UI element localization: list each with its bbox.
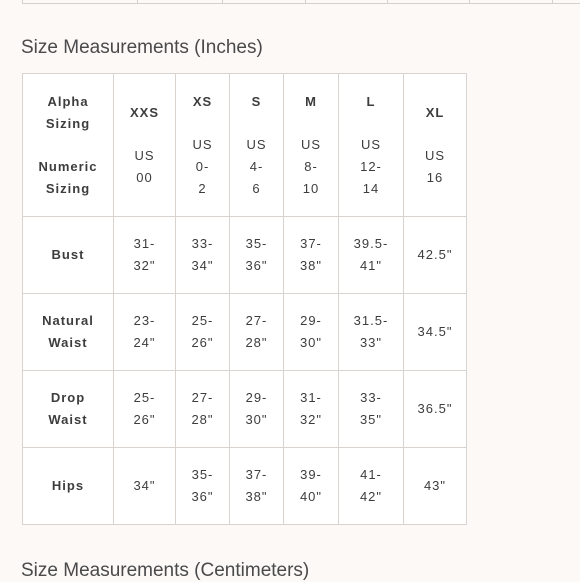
measurement-value: 23- 24" [133,313,156,350]
centimeters-section-heading: Size Measurements (Centimeters) [21,560,310,581]
previous-table-divider [387,0,388,3]
measurement-cell [284,371,339,448]
measurement-cell [230,371,284,448]
alpha-size: S [251,93,262,109]
measurement-value: 36.5" [417,401,453,416]
numeric-size: US 8- 10 [300,136,322,196]
measurement-cell [230,217,284,294]
measurement-value: 43" [423,478,447,493]
measurement-cell [176,217,230,294]
measurement-value: 25- 26" [133,390,156,427]
previous-table-divider [22,0,23,3]
numeric-size: US 4- 6 [246,136,267,196]
row-label [23,217,114,294]
measurement-value: 27- 28" [191,390,214,427]
measurement-cell [114,371,176,448]
measurement-value: 41- 42" [359,467,383,504]
measurement-value: 35- 36" [245,236,268,273]
inches-section-heading: Size Measurements (Inches) [21,37,263,58]
numeric-size: US 16 [424,147,446,185]
measurement-value: 34.5" [417,324,453,339]
numeric-sizing-label: Numeric Sizing [38,158,98,196]
size-header-cell [176,74,230,217]
measurement-cell [230,294,284,371]
alpha-size: XL [425,104,445,120]
measurement-value: 33- 34" [191,236,214,273]
previous-table-divider [305,0,306,3]
alpha-size: XS [192,93,213,109]
previous-table-divider [552,0,553,3]
numeric-size: US 12- 14 [360,136,382,196]
row-label [23,371,114,448]
measurement-cell [404,371,467,448]
alpha-size: XXS [129,104,159,120]
numeric-size: US 00 [134,147,155,185]
size-measurements-table [22,73,467,525]
table-row [23,217,467,294]
measurement-value: 39.5- 41" [353,236,389,273]
measurement-value: 27- 28" [245,313,268,350]
measurement-cell [284,448,339,525]
measurement-value: 25- 26" [191,313,214,350]
size-header-cell [230,74,284,217]
measurement-cell [114,217,176,294]
previous-table-divider [469,0,470,3]
drop-waist-label: Drop Waist [48,390,88,427]
measurement-cell [114,448,176,525]
measurement-cell [284,294,339,371]
measurement-cell [339,448,404,525]
measurement-cell [284,217,339,294]
previous-table-divider [137,0,138,3]
table-row [23,448,467,525]
measurement-cell [404,448,467,525]
measurement-value: 29- 30" [245,390,268,427]
measurement-value: 37- 38" [245,467,268,504]
measurement-cell [339,371,404,448]
table-row [23,371,467,448]
measurement-value: 31.5- 33" [353,313,389,350]
alpha-size: L [366,93,376,109]
header-row [23,74,467,217]
size-header-cell [404,74,467,217]
header-label-cell [23,74,114,217]
alpha-size: M [305,93,317,109]
measurement-value: 31- 32" [299,390,323,427]
measurement-value: 42.5" [417,247,453,262]
measurement-cell [339,217,404,294]
previous-table-divider [222,0,223,3]
measurement-cell [230,448,284,525]
measurement-value: 34" [133,478,156,493]
size-header-cell [114,74,176,217]
measurement-cell [176,371,230,448]
row-label [23,448,114,525]
size-header-cell [284,74,339,217]
size-header-cell [339,74,404,217]
alpha-sizing-label: Alpha Sizing [45,93,91,131]
natural-waist-label: Natural Waist [42,313,94,350]
measurement-cell [176,294,230,371]
previous-table-bottom-border [22,0,580,4]
measurement-cell [114,294,176,371]
measurement-value: 39- 40" [299,467,323,504]
measurement-value: 29- 30" [299,313,323,350]
measurement-value: 37- 38" [299,236,323,273]
numeric-size: US 0- 2 [192,136,213,196]
measurement-cell [339,294,404,371]
measurement-value: 31- 32" [133,236,156,273]
row-label [23,294,114,371]
measurement-value: 33- 35" [359,390,383,427]
measurement-cell [404,294,467,371]
measurement-cell [176,448,230,525]
measurement-cell [404,217,467,294]
bust-label: Bust [51,247,85,262]
hips-label: Hips [51,478,85,493]
measurement-value: 35- 36" [191,467,214,504]
table-row [23,294,467,371]
